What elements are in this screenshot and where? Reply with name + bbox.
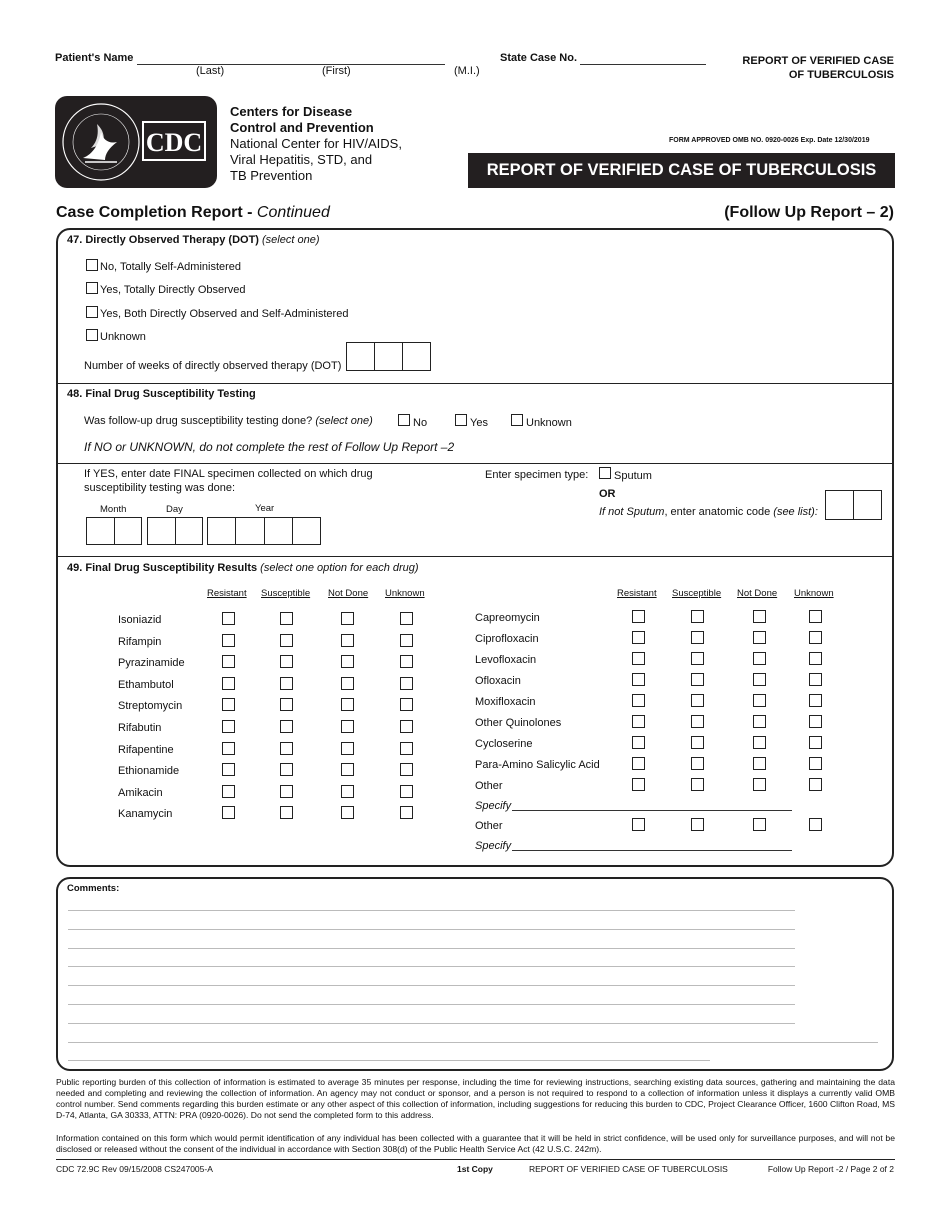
left-drug-resistant-checkbox[interactable] [222,763,235,776]
q48-title: 48. Final Drug Susceptibility Testing [67,388,256,400]
right-drug-label: Other [475,820,503,832]
sputum-checkbox[interactable] [599,467,611,479]
left-drug-not-done-checkbox[interactable] [341,677,354,690]
specify-field-2[interactable] [512,850,792,851]
footer-rule [56,1159,895,1160]
year-label: Year [255,503,275,514]
state-case-label: State Case No. [500,52,578,64]
right-drug-unknown-checkbox[interactable] [809,757,822,770]
left-col-resistant: Resistant [207,588,247,599]
dst-unknown-label: Unknown [526,417,572,429]
dst-yes-checkbox[interactable] [455,414,467,426]
dot-no-checkbox[interactable] [86,259,98,271]
left-drug-not-done-checkbox[interactable] [341,806,354,819]
specimen-year-input[interactable] [207,517,321,545]
right-drug-label: Ciprofloxacin [475,633,539,645]
right-drug-resistant-checkbox[interactable] [632,778,645,791]
anatomic-code-input[interactable] [825,490,882,520]
left-drug-unknown-checkbox[interactable] [400,677,413,690]
report-title-top-line2: OF TUBERCULOSIS [788,69,894,81]
left-drug-label: Ethambutol [118,678,174,691]
left-drug-not-done-checkbox[interactable] [341,785,354,798]
comment-line[interactable] [68,966,795,967]
right-col-not-done: Not Done [737,588,778,599]
left-drug-susceptible-checkbox[interactable] [280,742,293,755]
left-drug-susceptible-checkbox[interactable] [280,612,293,625]
left-drug-unknown-checkbox[interactable] [400,612,413,625]
right-drug-susceptible-checkbox[interactable] [691,757,704,770]
right-drug-resistant-checkbox[interactable] [632,818,645,831]
specimen-month-input[interactable] [86,517,142,545]
month-label: Month [100,504,127,515]
right-drug-resistant-checkbox[interactable] [632,736,645,749]
divider-48 [57,383,893,384]
left-drug-unknown-checkbox[interactable] [400,742,413,755]
right-drug-susceptible-checkbox[interactable] [691,818,704,831]
comment-line[interactable] [68,1004,795,1005]
q48-instruction: If NO or UNKNOWN, do not complete the rest of Follow Up Report –2 [84,440,455,454]
state-case-field[interactable] [580,64,706,65]
left-col-unknown: Unknown [385,588,425,599]
q49-title-note: (select one option for each drug) [260,562,419,574]
dot-yes-label: Yes, Totally Directly Observed [100,284,246,296]
right-drug-not-done-checkbox[interactable] [753,694,766,707]
left-drug-unknown-checkbox[interactable] [400,806,413,819]
dst-unknown-checkbox[interactable] [511,414,523,426]
dot-no-label: No, Totally Self-Administered [100,261,242,273]
right-drug-label: Para-Amino Salicylic Acid [475,759,600,771]
comment-line[interactable] [68,948,795,949]
left-drug-not-done-checkbox[interactable] [341,655,354,668]
agency-line4: Viral Hepatitis, STD, and [230,152,373,167]
q49-title-text: 49. Final Drug Susceptibility Results [67,562,258,574]
right-drug-unknown-checkbox[interactable] [809,736,822,749]
dot-both-label: Yes, Both Directly Observed and Self-Administered [100,308,349,320]
patient-name-label: Patient's Name [55,52,134,64]
first-name-caption: (First) [322,65,351,77]
right-drug-label: Ofloxacin [475,675,521,687]
right-drug-not-done-checkbox[interactable] [753,673,766,686]
left-drug-not-done-checkbox[interactable] [341,612,354,625]
left-drug-susceptible-checkbox[interactable] [280,806,293,819]
right-drug-resistant-checkbox[interactable] [632,715,645,728]
dot-both-checkbox[interactable] [86,306,98,318]
dst-no-label: No [413,417,428,429]
left-drug-label: Rifabutin [118,722,162,734]
right-drug-resistant-checkbox[interactable] [632,652,645,665]
specimen-day-input[interactable] [147,517,203,545]
right-drug-susceptible-checkbox[interactable] [691,778,704,791]
right-drug-not-done-checkbox[interactable] [753,818,766,831]
specimen-type-label: Enter specimen type: [485,469,589,481]
right-drug-susceptible-checkbox[interactable] [691,652,704,665]
left-drug-resistant-checkbox[interactable] [222,720,235,733]
left-drug-label: Pyrazinamide [118,657,185,670]
left-drug-unknown-checkbox[interactable] [400,763,413,776]
cdc-logo [55,96,217,188]
left-drug-resistant-checkbox[interactable] [222,655,235,668]
specify-label-2: Specify [475,840,512,852]
q48-yes-line1: If YES, enter date FINAL specimen collected on which drug [84,468,373,480]
right-drug-unknown-checkbox[interactable] [809,631,822,644]
left-drug-resistant-checkbox[interactable] [222,612,235,625]
right-drug-not-done-checkbox[interactable] [753,778,766,791]
left-drug-unknown-checkbox[interactable] [400,655,413,668]
q49-title [67,562,419,574]
not-sputum-label [599,506,818,518]
right-col-susceptible: Susceptible [672,588,722,599]
left-drug-not-done-checkbox[interactable] [341,763,354,776]
left-drug-susceptible-checkbox[interactable] [280,785,293,798]
dst-no-checkbox[interactable] [398,414,410,426]
left-drug-not-done-checkbox[interactable] [341,634,354,647]
right-drug-unknown-checkbox[interactable] [809,694,822,707]
left-drug-not-done-checkbox[interactable] [341,698,354,711]
not-sputum-italic: If not Sputum [599,506,665,518]
right-drug-label: Levofloxacin [475,654,537,666]
right-drug-not-done-checkbox[interactable] [753,715,766,728]
dst-yes-label: Yes [470,417,488,429]
comment-line[interactable] [68,910,795,911]
left-drug-unknown-checkbox[interactable] [400,720,413,733]
sputum-label: Sputum [614,470,652,482]
right-drug-not-done-checkbox[interactable] [753,652,766,665]
comment-line[interactable] [68,1060,710,1061]
right-drug-not-done-checkbox[interactable] [753,610,766,623]
left-drug-label: Ethionamide [118,765,180,778]
left-drug-resistant-checkbox[interactable] [222,698,235,711]
left-col-susceptible: Susceptible [261,588,311,599]
q47-title-text: 47. Directly Observed Therapy (DOT) [67,234,259,246]
last-name-caption: (Last) [196,65,225,77]
left-drug-resistant-checkbox[interactable] [222,677,235,690]
main-form-box [56,228,894,867]
right-drug-unknown-checkbox[interactable] [809,715,822,728]
form-approval: FORM APPROVED OMB NO. 0920-0026 Exp. Date 12/30/2019 [669,137,870,144]
q47-title-note: (select one) [262,234,320,246]
right-drug-label: Other Quinolones [475,717,562,729]
form-code: CDC 72.9C Rev 09/15/2008 CS247005-A [56,1164,213,1174]
section-title [56,204,330,222]
agency-line1: Centers for Disease [230,104,353,119]
left-drug-label: Amikacin [118,786,163,799]
right-drug-susceptible-checkbox[interactable] [691,610,704,623]
comment-line[interactable] [68,985,795,986]
q48-yes-line2: susceptibility testing was done: [84,482,236,494]
patient-name-field[interactable] [137,64,445,65]
left-drug-unknown-checkbox[interactable] [400,785,413,798]
right-drug-unknown-checkbox[interactable] [809,673,822,686]
right-col-resistant: Resistant [617,588,657,599]
left-drug-susceptible-checkbox[interactable] [280,698,293,711]
footer-page: Follow Up Report -2 / Page 2 of 2 [767,1164,894,1174]
right-drug-unknown-checkbox[interactable] [809,818,822,831]
or-label: OR [599,488,616,500]
left-drug-not-done-checkbox[interactable] [341,720,354,733]
left-drug-resistant-checkbox[interactable] [222,742,235,755]
agency-line5: TB Prevention [230,168,313,183]
right-drug-susceptible-checkbox[interactable] [691,694,704,707]
hhs-seal-icon [55,96,217,188]
right-drug-label: Moxifloxacin [475,696,536,708]
left-drug-resistant-checkbox[interactable] [222,806,235,819]
comment-line[interactable] [68,929,795,930]
specify-label-1: Specify [475,800,512,812]
right-drug-unknown-checkbox[interactable] [809,610,822,623]
dot-unknown-checkbox[interactable] [86,329,98,341]
right-drug-susceptible-checkbox[interactable] [691,736,704,749]
footer-report-name: REPORT OF VERIFIED CASE OF TUBERCULOSIS [529,1164,728,1174]
confidentiality-statement: Information contained on this form which would permit identification of any individual has been collected with a guarantee that it will be held in strict confidence, will be used only for surveillance purposes, and will not be disclosed or released without the consent of the individual in accordance with Section 308(d) of the Public Health Service Act (42 U.S.C. 242m). [56,1133,895,1154]
right-drug-susceptible-checkbox[interactable] [691,715,704,728]
left-drug-label: Isoniazid [118,614,162,626]
right-drug-label: Other [475,780,503,792]
not-sputum-rest: , enter anatomic code [664,506,774,518]
mi-caption: (M.I.) [454,65,480,77]
left-drug-label: Kanamycin [118,808,173,821]
q48-question-note: (select one) [315,415,373,427]
left-drug-not-done-checkbox[interactable] [341,742,354,755]
dot-yes-checkbox[interactable] [86,282,98,294]
left-drug-susceptible-checkbox[interactable] [280,763,293,776]
right-drug-label: Cycloserine [475,738,533,750]
right-col-unknown: Unknown [794,588,834,599]
divider-49 [57,556,893,557]
right-drug-susceptible-checkbox[interactable] [691,631,704,644]
right-drug-not-done-checkbox[interactable] [753,757,766,770]
right-drug-unknown-checkbox[interactable] [809,652,822,665]
agency-line3: National Center for HIV/AIDS, [230,136,402,151]
specify-field-1[interactable] [512,810,792,811]
left-drug-susceptible-checkbox[interactable] [280,634,293,647]
left-col-not-done: Not Done [328,588,369,599]
see-list: (see list): [773,506,818,518]
divider-48-yes [57,463,893,464]
right-drug-resistant-checkbox[interactable] [632,673,645,686]
right-drug-susceptible-checkbox[interactable] [691,673,704,686]
left-drug-resistant-checkbox[interactable] [222,634,235,647]
dot-weeks-label: Number of weeks of directly observed therapy (DOT) [84,360,342,372]
report-title-top [742,54,894,82]
left-drug-label: Rifapentine [118,743,174,756]
left-drug-resistant-checkbox[interactable] [222,785,235,798]
comment-line[interactable] [68,1023,795,1024]
burden-statement: Public reporting burden of this collection of information is estimated to average 35 minutes per response, including the time for reviewing instructions, searching existing data sources, gathering and maintaining the data needed and completing and reviewing the collection of information. An agency may not conduct or sponsor, and a person is not required to respond to a collection of information unless it displays a currently valid OMB control number. Send comments regarding this burden estimate or any other aspect of this collection of information, including suggestions for reducing this burden to CDC, Project Clearance Officer, 1600 Clifton Road, MS D-74, Atlanta, GA 30333, ATTN: PRA (0920-0026). Do not send the completed form to this address. [56,1077,895,1120]
report-title-top-line1: REPORT OF VERIFIED CASE [742,55,894,67]
cdc-logo-text: CDC [145,128,203,157]
left-drug-unknown-checkbox[interactable] [400,634,413,647]
agency-block [230,104,402,184]
q47-title [67,234,320,246]
comments-label: Comments: [67,883,120,894]
right-drug-label: Capreomycin [475,612,540,624]
q48-question-text: Was follow-up drug susceptibility testing done? [84,415,313,427]
right-drug-unknown-checkbox[interactable] [809,778,822,791]
copy-label: 1st Copy [457,1164,493,1174]
q48-question [84,415,373,427]
left-drug-susceptible-checkbox[interactable] [280,655,293,668]
dot-weeks-input[interactable] [346,342,431,371]
left-drug-unknown-checkbox[interactable] [400,698,413,711]
day-label: Day [166,504,183,515]
right-drug-resistant-checkbox[interactable] [632,610,645,623]
comment-line[interactable] [68,1042,878,1043]
section-title-continued: Continued [256,204,330,221]
left-drug-susceptible-checkbox[interactable] [280,677,293,690]
banner-title: REPORT OF VERIFIED CASE OF TUBERCULOSIS [468,153,895,188]
section-title-main: Case Completion Report - [56,204,257,221]
left-drug-label: Streptomycin [118,700,183,713]
right-drug-resistant-checkbox[interactable] [632,757,645,770]
right-drug-not-done-checkbox[interactable] [753,736,766,749]
left-drug-label: Rifampin [118,635,162,648]
left-drug-susceptible-checkbox[interactable] [280,720,293,733]
dot-unknown-label: Unknown [100,331,146,343]
agency-line2: Control and Prevention [230,120,374,135]
right-drug-not-done-checkbox[interactable] [753,631,766,644]
right-drug-resistant-checkbox[interactable] [632,694,645,707]
right-drug-resistant-checkbox[interactable] [632,631,645,644]
follow-up-label: (Follow Up Report – 2) [724,204,894,221]
